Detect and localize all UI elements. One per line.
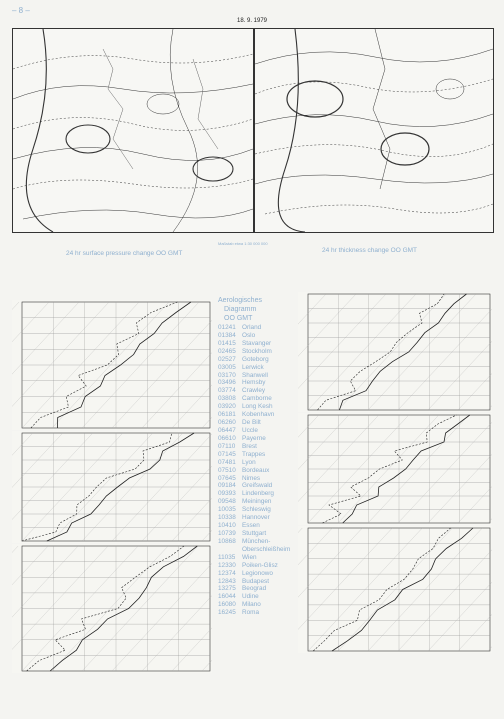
sounding-diagram-left-2 [12, 431, 212, 543]
station-id: 02527 [218, 355, 236, 363]
station-id: 07145 [218, 450, 236, 458]
station-row [218, 435, 302, 443]
station-id: 10410 [218, 522, 236, 530]
station-row [218, 498, 302, 506]
station-id: 01384 [218, 331, 236, 339]
station-id: 01241 [218, 324, 236, 331]
station-row [218, 459, 302, 467]
station-row [218, 419, 302, 427]
station-row [218, 387, 302, 395]
sounding-diagram-right-3 [298, 526, 492, 653]
station-id: 09548 [218, 498, 236, 506]
station-name: Brest [242, 442, 257, 450]
station-id: 16245 [218, 609, 236, 617]
aerological-chart [298, 292, 492, 412]
map-scale-note: Maßstab etwa 1:30 000 000 [218, 241, 268, 246]
station-row [218, 585, 302, 593]
station-row [218, 554, 302, 562]
station-name: Essen [242, 522, 260, 530]
station-id: 09393 [218, 490, 236, 498]
station-name: Wien [242, 553, 257, 561]
station-row [218, 356, 302, 364]
station-id: 07645 [218, 474, 236, 482]
station-row [218, 570, 302, 578]
station-name: Oberschleißheim [242, 545, 291, 553]
station-row [218, 451, 302, 459]
pressure-isoline-drawing [13, 29, 253, 232]
station-row [218, 609, 302, 617]
station-name: Nimes [242, 474, 261, 482]
station-id: 10035 [218, 506, 236, 514]
station-row [218, 538, 302, 546]
station-name: Budapest [242, 577, 270, 585]
aerological-chart [12, 544, 212, 673]
station-id: 07510 [218, 466, 236, 474]
sounding-legend-time: OO GMT [224, 315, 253, 322]
station-name: Oslo [242, 331, 256, 339]
station-name: Bordeaux [242, 466, 270, 474]
station-id: 06260 [218, 419, 236, 427]
station-name: Legionowo [242, 569, 273, 577]
station-id: 07110 [218, 442, 236, 450]
station-row [218, 601, 302, 609]
station-name: Uccle [242, 426, 258, 434]
station-id: 12330 [218, 561, 236, 569]
station-id: 09184 [218, 482, 236, 490]
station-id: 03774 [218, 387, 236, 395]
station-name: Lyon [242, 458, 256, 466]
station-row [218, 411, 302, 419]
station-name: Greifswald [242, 482, 273, 490]
station-id: 12843 [218, 577, 236, 585]
sounding-diagram-left-3 [12, 544, 212, 673]
station-row [218, 395, 302, 403]
station-row [218, 348, 302, 356]
aerological-chart [298, 526, 492, 653]
station-list [218, 324, 302, 617]
station-id: 07481 [218, 458, 236, 466]
station-name: Meiningen [242, 498, 272, 506]
right-map-caption: 24 hr thickness change OO GMT [322, 247, 418, 254]
station-name: Roma [242, 609, 260, 617]
station-name: Goteborg [242, 355, 269, 363]
station-name: Hemsby [242, 379, 266, 387]
station-id: 16044 [218, 593, 236, 601]
aerological-chart [12, 431, 212, 543]
station-name: Beograd [242, 585, 267, 593]
station-row [218, 475, 302, 483]
station-id: 03170 [218, 371, 236, 379]
station-id: 06610 [218, 434, 236, 442]
station-row [218, 530, 302, 538]
thickness-change-map [254, 28, 494, 233]
station-id: 10868 [218, 537, 236, 545]
station-row [218, 443, 302, 451]
station-name: Camborne [242, 395, 272, 403]
station-row [218, 467, 302, 475]
left-map-caption: 24 hr surface pressure change OO GMT [66, 250, 183, 257]
page-date: 18. 9. 1979 [236, 18, 268, 24]
station-id: 03920 [218, 403, 236, 411]
station-name: Crawley [242, 387, 266, 395]
station-row [218, 340, 302, 348]
station-row [218, 593, 302, 601]
station-row [218, 379, 302, 387]
station-row [218, 427, 302, 435]
aerological-chart [12, 300, 212, 430]
thickness-isoline-drawing [255, 29, 493, 232]
station-name: Trappes [242, 450, 266, 458]
station-row [218, 506, 302, 514]
sounding-legend-subtitle: Diagramm [224, 306, 257, 313]
station-id: 06181 [218, 411, 236, 419]
station-id: 02465 [218, 347, 236, 355]
station-row [218, 482, 302, 490]
station-name: München- [242, 537, 271, 545]
station-name: Shanwell [242, 371, 268, 379]
station-id: 10338 [218, 514, 236, 522]
station-id: 11035 [218, 553, 236, 561]
station-row [218, 514, 302, 522]
station-name: Lindenberg [242, 490, 274, 498]
station-name: Stuttgart [242, 529, 267, 537]
station-id [218, 546, 242, 554]
station-name: Kobenhavn [242, 411, 275, 419]
station-name: Poiken-Glisz [242, 561, 278, 569]
station-id: 03005 [218, 363, 236, 371]
station-row [218, 332, 302, 340]
station-row [218, 372, 302, 380]
sounding-diagram-right-2 [298, 413, 492, 525]
station-name: Schleswig [242, 506, 271, 514]
station-name: Long Kesh [242, 403, 273, 411]
station-id: 13275 [218, 585, 236, 593]
station-id: 10739 [218, 529, 236, 537]
station-name: Orland [242, 324, 262, 331]
page-number: – 8 – [12, 6, 30, 15]
station-name: Lerwick [242, 363, 264, 371]
station-name: De Bilt [242, 419, 261, 427]
station-row [218, 546, 302, 554]
station-name: Hannover [242, 514, 270, 522]
station-name: Payerne [242, 434, 266, 442]
station-row [218, 324, 302, 332]
sounding-diagram-left-1 [12, 300, 212, 430]
station-row [218, 364, 302, 372]
station-id: 01415 [218, 339, 236, 347]
station-id: 03808 [218, 395, 236, 403]
station-id: 12374 [218, 569, 236, 577]
station-id: 16080 [218, 601, 236, 609]
station-id: 06447 [218, 426, 236, 434]
station-name: Udine [242, 593, 259, 601]
sounding-diagram-right-1 [298, 292, 492, 412]
station-row [218, 490, 302, 498]
station-row [218, 403, 302, 411]
station-row [218, 562, 302, 570]
station-name: Stavanger [242, 339, 272, 347]
sounding-legend-title: Aerologisches [218, 297, 262, 304]
surface-pressure-change-map [12, 28, 254, 233]
station-name: Stockholm [242, 347, 272, 355]
station-name: Milano [242, 601, 261, 609]
station-row [218, 578, 302, 586]
aerological-chart [298, 413, 492, 525]
station-id: 03496 [218, 379, 236, 387]
station-row [218, 522, 302, 530]
